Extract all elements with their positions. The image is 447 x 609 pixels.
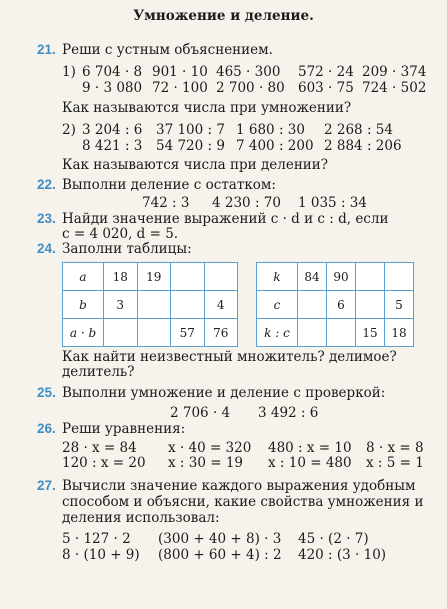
- table-cell: [137, 319, 171, 347]
- equation: 28 · x = 84: [62, 440, 137, 456]
- expr: 1 035 : 34: [298, 195, 367, 211]
- expr: 4 230 : 70: [212, 195, 281, 211]
- equation: 8 · x = 8: [366, 440, 424, 456]
- task-23-line-2: c = 4 020, d = 5.: [62, 226, 179, 242]
- expr: 603 · 75: [298, 80, 354, 96]
- table-cell: [171, 291, 205, 319]
- task-27-number: 27.: [37, 478, 56, 493]
- expr: 1 680 : 30: [236, 122, 305, 138]
- task-27-line-3: деления использовал:: [62, 510, 220, 526]
- expr: 724 · 502: [362, 80, 427, 96]
- table-cell: 57: [171, 319, 205, 347]
- table-cell: [298, 319, 327, 347]
- table-row: [257, 291, 414, 319]
- table-cell: [356, 263, 385, 291]
- task-26-instruction: Реши уравнения:: [62, 421, 186, 437]
- table-row: [257, 263, 414, 291]
- expr: 2 700 · 80: [216, 80, 285, 96]
- expr: 5 · 127 · 2: [62, 531, 131, 547]
- expr: 742 : 3: [142, 195, 190, 211]
- equation: x : 30 = 19: [168, 455, 243, 471]
- task-24-question-2: делитель?: [62, 364, 135, 380]
- task-27-line-1: Вычисли значение каждого выражения удобным: [62, 478, 416, 494]
- expr: (800 + 60 + 4) : 2: [158, 547, 282, 563]
- table-cell: [298, 291, 327, 319]
- expr: 465 · 300: [216, 64, 281, 80]
- task-27-line-2: способом и объясни, какие свойства умножения и: [62, 494, 424, 510]
- table-row: [63, 291, 238, 319]
- table-row: [63, 319, 238, 347]
- table-cell: 90: [327, 263, 356, 291]
- table-cell: [204, 263, 238, 291]
- table-cell: 3: [104, 291, 138, 319]
- expr: 7 400 : 200: [236, 138, 314, 154]
- table-header-cell: k: [257, 263, 298, 291]
- expr: 2 706 · 4: [170, 405, 231, 421]
- expr: 3 204 : 6: [82, 122, 143, 138]
- task-21-question-2: Как называются числа при делении?: [62, 157, 329, 173]
- task-21-question-1: Как называются числа при умножении?: [62, 100, 352, 116]
- task-25-instruction: Выполни умножение и деление с проверкой:: [62, 385, 386, 401]
- expr: 209 · 374: [362, 64, 427, 80]
- equation: x : 5 = 1: [366, 455, 424, 471]
- expr: 2 884 : 206: [324, 138, 402, 154]
- table-cell: 18: [104, 263, 138, 291]
- table-cell: 15: [356, 319, 385, 347]
- table-cell: [171, 263, 205, 291]
- table-cell: 18: [385, 319, 414, 347]
- table-cell: 19: [137, 263, 171, 291]
- table-cell: [327, 319, 356, 347]
- equation: 120 : x = 20: [62, 455, 146, 471]
- expr: 37 100 : 7: [156, 122, 225, 138]
- table-cell: 5: [385, 291, 414, 319]
- expr: 3 492 : 6: [258, 405, 319, 421]
- task-25-number: 25.: [37, 385, 56, 400]
- table-header-cell: a: [63, 263, 104, 291]
- table-cell: [137, 291, 171, 319]
- table-cell: 6: [327, 291, 356, 319]
- task-24-instruction: Заполни таблицы:: [62, 241, 192, 257]
- table-row: [63, 263, 238, 291]
- table-row: [257, 319, 414, 347]
- expr: 8 421 : 3: [82, 138, 143, 154]
- task-22-number: 22.: [37, 177, 56, 192]
- task-23-number: 23.: [37, 211, 56, 226]
- table-k-c: [256, 262, 414, 347]
- task-23-line-1: Найди значение выражений c · d и c : d, если: [62, 211, 389, 227]
- equation: x : 10 = 480: [268, 455, 352, 471]
- task-21-number: 21.: [37, 42, 56, 57]
- task-21-instruction: Реши с устным объяснением.: [62, 42, 273, 58]
- table-cell: [385, 263, 414, 291]
- expr: (300 + 40 + 8) · 3: [158, 531, 282, 547]
- equation: x · 40 = 320: [168, 440, 252, 456]
- table-cell: 84: [298, 263, 327, 291]
- table-header-cell: b: [63, 291, 104, 319]
- expr: 54 720 : 9: [156, 138, 225, 154]
- expr: 6 704 · 8: [82, 64, 143, 80]
- table-cell: [104, 319, 138, 347]
- task-26-number: 26.: [37, 421, 56, 436]
- expr: 8 · (10 + 9): [62, 547, 140, 563]
- task-21-part2-label: 2): [62, 122, 76, 138]
- equation: 480 : x = 10: [268, 440, 352, 456]
- expr: 420 : (3 · 10): [298, 547, 387, 563]
- table-header-cell: c: [257, 291, 298, 319]
- expr: 2 268 : 54: [324, 122, 393, 138]
- page-title: Умножение и деление.: [133, 8, 314, 24]
- task-21-part1-label: 1): [62, 64, 76, 80]
- table-a-b: [62, 262, 238, 347]
- expr: 9 · 3 080: [82, 80, 143, 96]
- table-cell: [356, 291, 385, 319]
- table-cell: 76: [204, 319, 238, 347]
- table-cell: 4: [204, 291, 238, 319]
- expr: 901 · 10: [152, 64, 208, 80]
- task-24-number: 24.: [37, 241, 56, 256]
- expr: 572 · 24: [298, 64, 354, 80]
- task-24-question-1: Как найти неизвестный множитель? делимое?: [62, 349, 397, 365]
- expr: 72 · 100: [152, 80, 208, 96]
- expr: 45 · (2 · 7): [298, 531, 369, 547]
- table-header-cell: k : c: [257, 319, 298, 347]
- task-22-instruction: Выполни деление с остатком:: [62, 177, 276, 193]
- table-header-cell: a · b: [63, 319, 104, 347]
